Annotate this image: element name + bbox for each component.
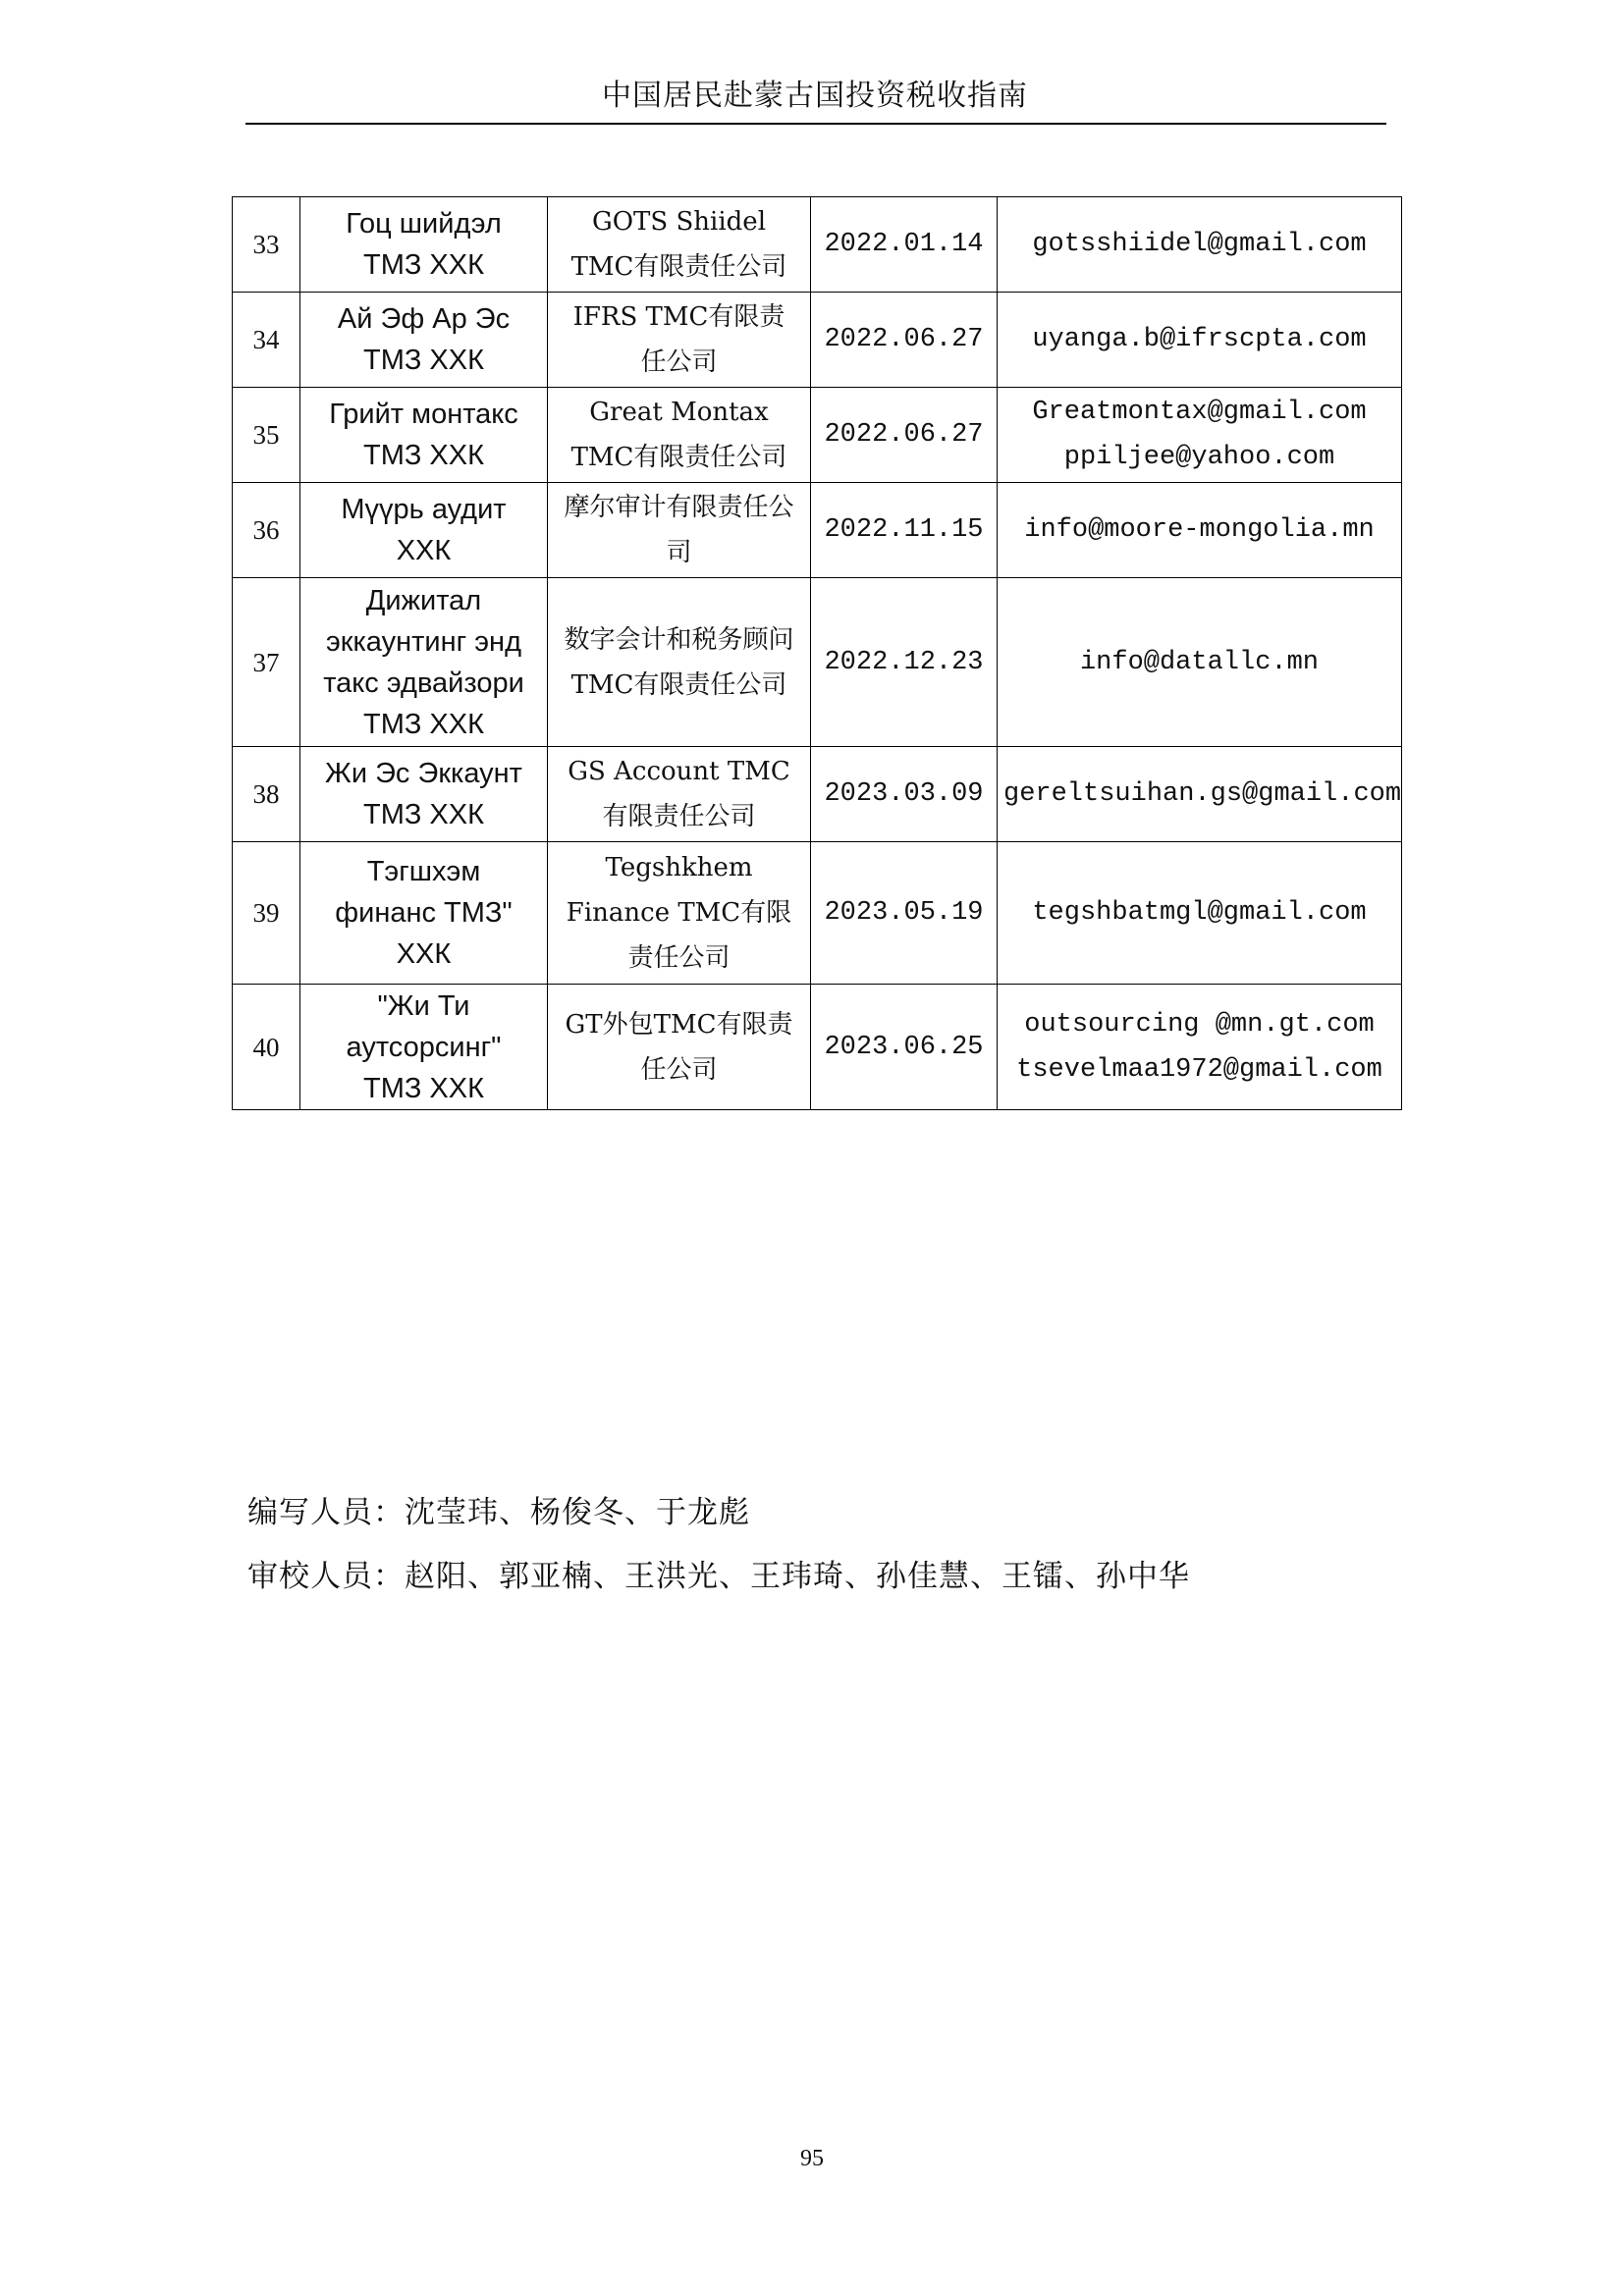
header-divider bbox=[245, 123, 1386, 125]
table-row bbox=[233, 578, 1402, 747]
mongolian-name: "Жи Ти аутсорсинг" ТМЗ ХХК bbox=[300, 985, 548, 1110]
registration-date: 2023.05.19 bbox=[811, 842, 998, 985]
row-number: 39 bbox=[233, 842, 300, 985]
chinese-name: 数字会计和税务顾问TMC有限责任公司 bbox=[548, 578, 811, 747]
table-row bbox=[233, 197, 1402, 293]
chinese-name: Tegshkhem Finance TMC有限责任公司 bbox=[548, 842, 811, 985]
registration-date: 2022.06.27 bbox=[811, 293, 998, 388]
chinese-name: Great Montax TMC有限责任公司 bbox=[548, 388, 811, 483]
mongolian-name: Ай Эф Ар Эс ТМЗ ХХК bbox=[300, 293, 548, 388]
mongolian-name: Дижитал эккаунтинг энд такс эдвайзори ТМЗ ХХК bbox=[300, 578, 548, 747]
registration-date: 2023.03.09 bbox=[811, 747, 998, 842]
mongolian-name: Мүүрь аудит ХХК bbox=[300, 483, 548, 578]
email-cell bbox=[998, 483, 1402, 578]
row-number: 40 bbox=[233, 985, 300, 1110]
row-number: 33 bbox=[233, 197, 300, 293]
table-row bbox=[233, 842, 1402, 985]
row-number: 35 bbox=[233, 388, 300, 483]
mongolian-name: Грийт монтакс ТМЗ ХХК bbox=[300, 388, 548, 483]
email-address: info@datallc.mn bbox=[1079, 647, 1320, 677]
row-number: 36 bbox=[233, 483, 300, 578]
chinese-name: GT外包TMC有限责任公司 bbox=[548, 985, 811, 1110]
table-row bbox=[233, 483, 1402, 578]
page-number: 95 bbox=[800, 2146, 824, 2171]
registration-date: 2022.06.27 bbox=[811, 388, 998, 483]
mongolian-name: Гоц шийдэл ТМЗ ХХК bbox=[300, 197, 548, 293]
registration-date: 2022.01.14 bbox=[811, 197, 998, 293]
email-address: outsourcing @mn.gt.com bbox=[1024, 1009, 1375, 1040]
page-header-title: 中国居民赴蒙古国投资税收指南 bbox=[602, 79, 1028, 113]
email-address: uyanga.b@ifrscpta.com bbox=[1032, 325, 1367, 354]
email-cell bbox=[998, 578, 1402, 747]
email-address: info@moore-mongolia.mn bbox=[1024, 515, 1375, 545]
email-cell bbox=[998, 842, 1402, 985]
chinese-name: 摩尔审计有限责任公司 bbox=[548, 483, 811, 578]
email-cell bbox=[998, 388, 1402, 483]
chinese-name: GS Account TMC有限责任公司 bbox=[548, 747, 811, 842]
email-cell bbox=[998, 747, 1402, 842]
reviewers-credit: 审校人员：赵阳、郭亚楠、王洪光、王玮琦、孙佳慧、王镭、孙中华 bbox=[247, 1559, 1190, 1594]
table-row bbox=[233, 293, 1402, 388]
writers-credit: 编写人员：沈莹玮、杨俊冬、于龙彪 bbox=[247, 1495, 750, 1530]
table-row bbox=[233, 388, 1402, 483]
email-address: gotsshiidel@gmail.com bbox=[1032, 230, 1367, 259]
email-cell bbox=[998, 197, 1402, 293]
chinese-name: IFRS TMC有限责任公司 bbox=[548, 293, 811, 388]
email-cell bbox=[998, 985, 1402, 1110]
email-address: tsevelmaa1972@gmail.com bbox=[1016, 1054, 1382, 1085]
registration-date: 2023.06.25 bbox=[811, 985, 998, 1110]
email-address: Greatmontax@gmail.com bbox=[1032, 398, 1367, 427]
table-row bbox=[233, 747, 1402, 842]
email-address: tegshbatmgl@gmail.com bbox=[1032, 898, 1367, 928]
table-row bbox=[233, 985, 1402, 1110]
registration-date: 2022.12.23 bbox=[811, 578, 998, 747]
tax-agency-table bbox=[232, 196, 1402, 1110]
chinese-name: GOTS Shiidel TMC有限责任公司 bbox=[548, 197, 811, 293]
row-number: 37 bbox=[233, 578, 300, 747]
email-address: gereltsuihan.gs@gmail.com bbox=[1003, 779, 1402, 809]
email-address: ppiljee@yahoo.com bbox=[1063, 443, 1335, 472]
row-number: 34 bbox=[233, 293, 300, 388]
email-cell bbox=[998, 293, 1402, 388]
row-number: 38 bbox=[233, 747, 300, 842]
mongolian-name: Тэгшхэм финанс ТМЗ" ХХК bbox=[300, 842, 548, 985]
mongolian-name: Жи Эс Эккаунт ТМЗ ХХК bbox=[300, 747, 548, 842]
registration-date: 2022.11.15 bbox=[811, 483, 998, 578]
